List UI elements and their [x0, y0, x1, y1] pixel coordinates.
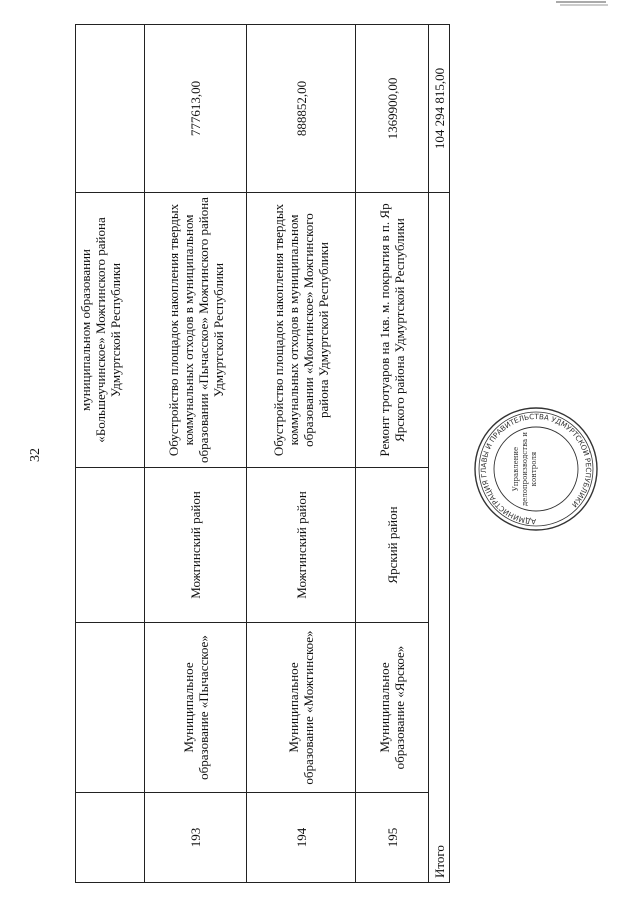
total-label: Итого: [429, 193, 450, 883]
page-number: 32: [28, 448, 43, 462]
project-cell: Ремонт тротуаров на 1кв. м. покрытия в п. Яр Ярского района Удмуртской Республики: [356, 193, 429, 468]
municipality-cell: Муниципальное образование «Пычасское»: [145, 623, 247, 793]
municipality-cell: Муниципальное образование «Можгинское»: [247, 623, 356, 793]
project-cell: Обустройство площадок накопления твердых коммунальных отходов в муниципальном образовании «Можгинское» Можгинского района Удмуртской Республики: [247, 193, 356, 468]
total-row: [429, 25, 450, 883]
row-number: 193: [145, 793, 247, 883]
row-number: [76, 793, 145, 883]
sum-cell: 888852,00: [247, 25, 356, 193]
table-row: [76, 25, 145, 883]
table-row: [356, 25, 429, 883]
row-number: 195: [356, 793, 429, 883]
district-cell: Можгинский район: [247, 468, 356, 623]
project-cell: муниципальном образовании «Большеучинское» Можгинского района Удмуртской Республики: [76, 193, 145, 468]
municipality-cell: [76, 623, 145, 793]
municipality-cell: Муниципальное образование «Ярское»: [356, 623, 429, 793]
row-number: 194: [247, 793, 356, 883]
scan-marks: [548, 0, 638, 14]
official-stamp: [472, 405, 600, 533]
district-cell: Ярский район: [356, 468, 429, 623]
stamp-center-text: Управление делопроизводства и контроля: [512, 431, 538, 507]
district-cell: [76, 468, 145, 623]
sum-cell: 1369900,00: [356, 25, 429, 193]
district-cell: Можгинский район: [145, 468, 247, 623]
total-sum: 104 294 815,00: [429, 25, 450, 193]
project-cell: Обустройство площадок накопления твердых коммунальных отходов в муниципальном образовании «Пычасское» Можгинского района Удмуртской Республики: [145, 193, 247, 468]
table-row: [145, 25, 247, 883]
stamp-outer-text: АДМИНИСТРАЦИЯ ГЛАВЫ И ПРАВИТЕЛЬСТВА УДМУРТСКОЙ РЕСПУБЛИКИ: [478, 411, 594, 527]
table-row: [247, 25, 356, 883]
sum-cell: 777613,00: [145, 25, 247, 193]
sum-cell: [76, 25, 145, 193]
projects-table: [75, 24, 450, 883]
